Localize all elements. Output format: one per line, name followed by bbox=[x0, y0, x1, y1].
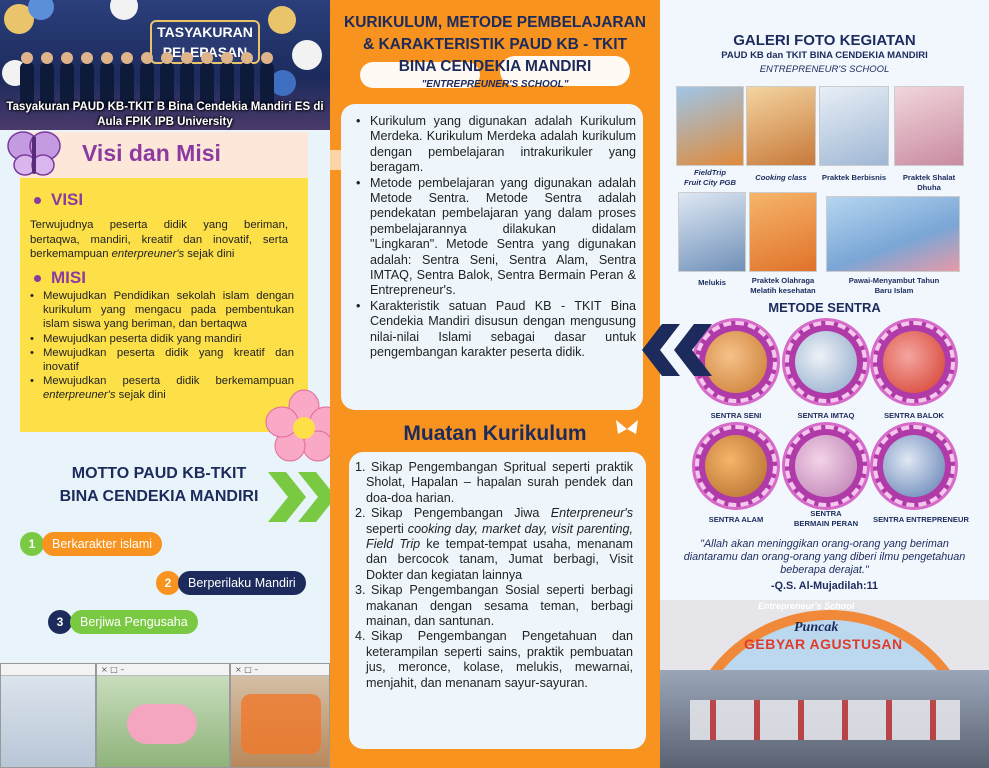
gallery-caption: Praktek Olahraga Melatih kesehatan bbox=[750, 276, 816, 295]
sentra-caption: SENTRA BERMAIN PERAN bbox=[793, 509, 859, 528]
chevron-left-icon bbox=[640, 322, 716, 378]
event-school-label: Entrepreneur's School bbox=[758, 601, 855, 611]
sentra-caption: SENTRA ENTREPRENEUR bbox=[873, 515, 969, 524]
misi-list bbox=[30, 289, 294, 403]
quote-source: -Q.S. Al-Mujadilah:11 bbox=[771, 580, 878, 592]
motto-item-1: 1 Berkarakter islami bbox=[20, 532, 162, 556]
muatan-item: 4. Sikap Pengembangan Pengetahuan dan keterampilan seperti sains, praktik pembuatan jus, meronce, kolase, melukis, mewarnai, menjahit, dan menanam sayur-sayuran. bbox=[355, 629, 633, 690]
misi-item: • Mewujudkan peserta didik yang kreatif dan inovatif bbox=[30, 346, 294, 374]
butterfly-small-icon bbox=[614, 418, 640, 440]
curriculum-bullet: • Karakteristik satuan Paud KB - TKIT Bina Cendekia Mandiri disusun dengan mengusung nilai-nilai Islami sebagai dasar untuk pengembangan karakter peserta didik. bbox=[356, 299, 636, 361]
sentra-photo bbox=[873, 321, 955, 403]
gallery-photo bbox=[676, 86, 744, 166]
gallery-photo bbox=[894, 86, 964, 166]
gallery-subtitle-school: ENTREPRENEUR'S SCHOOL bbox=[759, 64, 890, 75]
gallery-caption: FieldTrip Fruit City PGB bbox=[684, 168, 736, 187]
curriculum-subtitle: "ENTREPREUNER'S SCHOOL" bbox=[421, 79, 569, 90]
gallery-title: GALERI FOTO KEGIATAN bbox=[733, 32, 916, 49]
muatan-item: 3. Sikap Pengembangan Sosial seperti berbagi makanan dengan sesama teman, berbagi mainan, dan santunan. bbox=[355, 583, 633, 629]
chevron-right-icon bbox=[266, 470, 330, 524]
misi-item: • Mewujudkan Pendidikan sekolah islam dengan kurikulum yang mengacu pada pembentukan islam siswa yang beriman, dan bertaqwa bbox=[30, 289, 294, 332]
gallery-photo bbox=[749, 192, 817, 272]
curriculum-bullet: • Kurikulum yang digunakan adalah Kurikulum Merdeka. Kurikulum Merdeka adalah kurikulum dengan pembelajaran intrakurikuler yang beragam. bbox=[356, 114, 636, 176]
activity-photo: × □ – bbox=[96, 663, 230, 768]
muatan-item: 1. Sikap Pengembangan Spritual seperti praktik Sholat, Hapalan – hapalan surah pendek dan doa-doa harian. bbox=[355, 460, 633, 505]
gallery-caption: Melukis bbox=[698, 278, 726, 287]
misi-item: • Mewujudkan peserta didik berkemampuan enterpreuner's sejak dini bbox=[30, 374, 294, 402]
flower-icon bbox=[264, 388, 330, 464]
sentra-caption: SENTRA IMTAQ bbox=[797, 411, 855, 420]
activity-photo: × □ – bbox=[230, 663, 330, 768]
visi-misi-title: Visi dan Misi bbox=[82, 140, 221, 166]
gallery-caption: Praktek Berbisnis bbox=[821, 173, 887, 182]
misi-heading: MISI bbox=[34, 268, 86, 288]
sentra-photo bbox=[873, 425, 955, 507]
visi-text: Terwujudnya peserta didik yang beriman, bertaqwa, mandiri, kreatif dan inovatif, serta berkemampuan enterpreuner's sejak dini bbox=[30, 219, 288, 260]
sentra-caption: SENTRA SENI bbox=[710, 411, 762, 420]
event-title-label: GEBYAR AGUSTUSAN bbox=[744, 636, 903, 652]
muatan-title: Muatan Kurikulum bbox=[403, 422, 587, 445]
sentra-caption: SENTRA BALOK bbox=[883, 411, 945, 420]
sentra-title: METODE SENTRA bbox=[768, 300, 881, 315]
gallery-photo bbox=[826, 196, 960, 272]
gallery-photo bbox=[746, 86, 816, 166]
left-panel bbox=[0, 0, 330, 768]
gallery-caption: Cooking class bbox=[755, 173, 807, 182]
gallery-subtitle: PAUD KB dan TKIT BINA CENDEKIA MANDIRI bbox=[721, 50, 928, 61]
curriculum-title: KURIKULUM, METODE PEMBELAJARAN & KARAKTERISTIK PAUD KB - TKIT BINA CENDEKIA MANDIRI bbox=[344, 14, 646, 75]
motto-item-2: 2 Berperilaku Mandiri bbox=[156, 571, 306, 595]
quote-text: "Allah akan meninggikan orang-orang yang beriman diantaramu dan orang-orang yang diberi ilmu pengetahuan beberapa derajat." bbox=[683, 538, 966, 576]
motto-title: MOTTO PAUD KB-TKIT BINA CENDEKIA MANDIRI bbox=[59, 465, 259, 505]
gallery-caption: Praktek Shalat Dhuha bbox=[902, 173, 956, 192]
sentra-photo bbox=[785, 321, 867, 403]
muatan-item: 2. Sikap Pengembangan Jiwa Enterpreneur's seperti cooking day, market day, visit parenting, Field Trip ke tempat-tempat usaha, menanam dan bercocok tanam, Jumat berbagi, Visit Dokter dan kegiatan lainnya bbox=[355, 506, 633, 582]
sentra-photo bbox=[785, 425, 867, 507]
curriculum-bullet: • Metode pembelajaran yang digunakan adalah Metode Sentra. Metode Sentra adalah pendekatan pembelajaran yang dalam proses pembelajarannya dilakukan didalam "Lingkaran". Metode Sentra yang digunakan adalah: Sentra Seni, Sentra Alam, Sentra IMTAQ, Sentra Balok, Sentra Bermain Peran & Entrepreneur's. bbox=[356, 176, 636, 299]
muatan-list bbox=[355, 460, 633, 691]
gallery-photo bbox=[819, 86, 889, 166]
hero-caption: Tasyakuran PAUD KB-TKIT B Bina Cendekia Mandiri ES di Aula FPIK IPB University bbox=[6, 101, 324, 128]
gallery-caption: Pawai-Menyambut Tahun Baru Islam bbox=[848, 276, 940, 295]
misi-item: • Mewujudkan peserta didik yang mandiri bbox=[30, 332, 294, 346]
visi-heading: VISI bbox=[34, 190, 83, 210]
sentra-caption: SENTRA ALAM bbox=[708, 515, 764, 524]
motto-item-3: 3 Berjiwa Pengusaha bbox=[48, 610, 198, 634]
hero-banner: TASYAKURAN bbox=[150, 20, 260, 64]
activity-photo bbox=[0, 663, 96, 768]
sentra-photo bbox=[695, 425, 777, 507]
event-puncak-label: Puncak bbox=[794, 620, 839, 635]
gallery-photo bbox=[678, 192, 746, 272]
bottom-photo-strip bbox=[0, 663, 330, 768]
curriculum-bullets bbox=[356, 114, 636, 361]
butterfly-icon bbox=[6, 128, 62, 178]
